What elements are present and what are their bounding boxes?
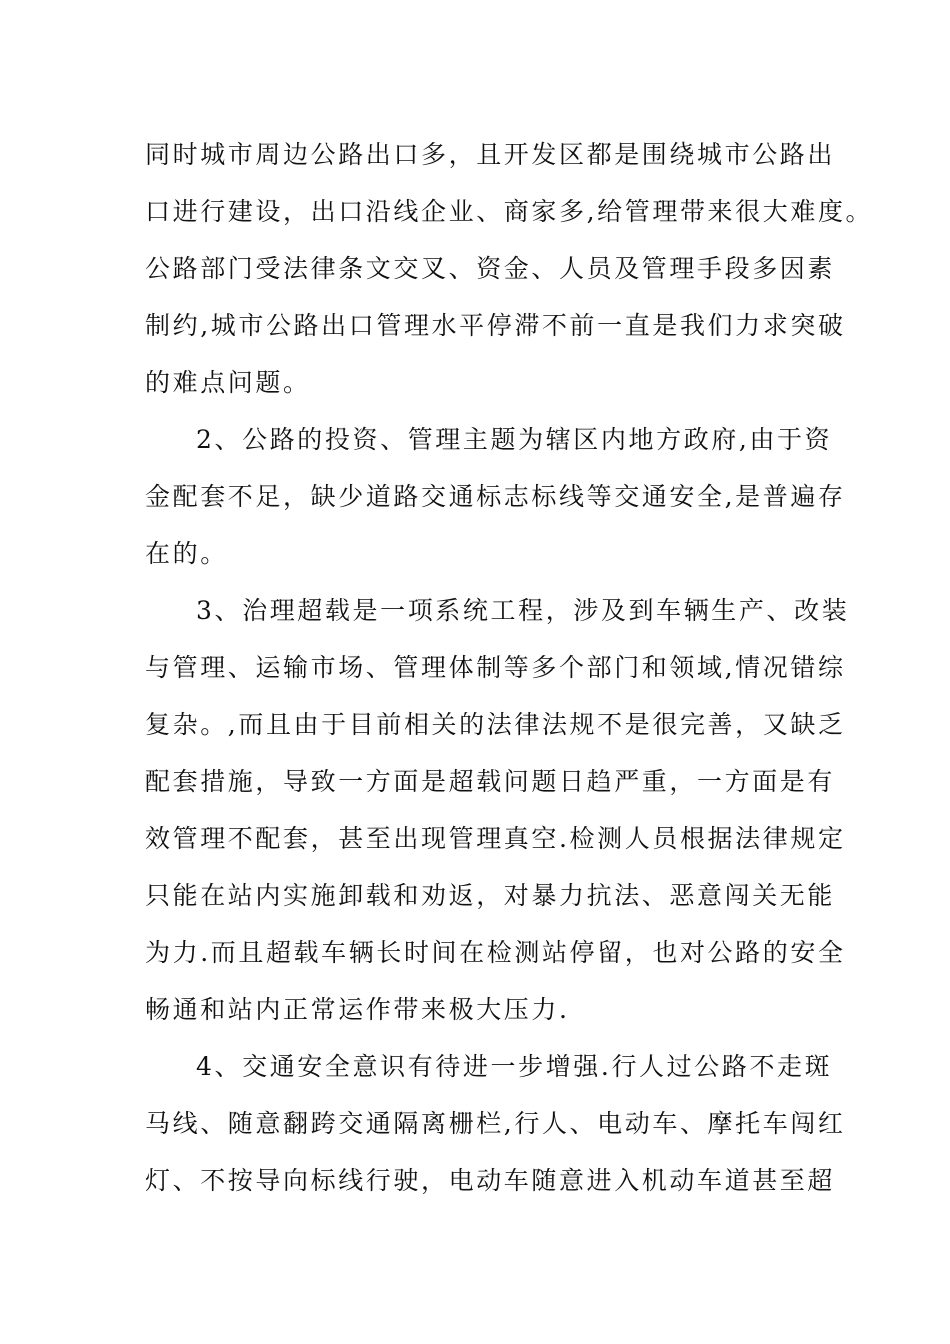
paragraph-4-first-line: 4、交通安全意识有待进一步增强.行人过公路不走斑 [196, 1052, 833, 1081]
text-line: 同时城市周边公路出口多，且开发区都是围绕城市公路出 [145, 140, 836, 169]
text-line: 公路部门受法律条文交叉、资金、人员及管理手段多因素 [145, 254, 836, 283]
paragraph-3-first-line: 3、治理超载是一项系统工程，涉及到车辆生产、改装 [196, 596, 850, 625]
text-line: 口进行建设，出口沿线企业、商家多,给管理带来很大难度。 [145, 197, 874, 226]
text-line: 只能在站内实施卸载和劝返，对暴力抗法、恶意闯关无能 [145, 881, 836, 910]
text-line: 效管理不配套，甚至出现管理真空.检测人员根据法律规定 [145, 824, 846, 853]
text-line: 金配套不足，缺少道路交通标志标线等交通安全,是普遍存 [145, 482, 846, 511]
text-line: 在的。 [145, 539, 228, 568]
text-line: 与管理、运输市场、管理体制等多个部门和领域,情况错综 [145, 653, 846, 682]
text-line: 马线、随意翻跨交通隔离栅栏,行人、电动车、摩托车闯红 [145, 1109, 846, 1138]
text-line: 为力.而且超载车辆长时间在检测站停留，也对公路的安全 [145, 938, 846, 967]
text-line: 制约,城市公路出口管理水平停滞不前一直是我们力求突破 [145, 311, 846, 340]
text-line: 畅通和站内正常运作带来极大压力. [145, 995, 570, 1024]
text-line: 复杂。,而且由于目前相关的法律法规不是很完善，又缺乏 [145, 710, 846, 739]
text-line: 灯、不按导向标线行驶，电动车随意进入机动车道甚至超 [145, 1166, 836, 1195]
text-line: 的难点问题。 [145, 368, 311, 397]
text-line: 配套措施，导致一方面是超载问题日趋严重，一方面是有 [145, 767, 836, 796]
paragraph-2-first-line: 2、公路的投资、管理主题为辖区内地方政府,由于资 [196, 425, 833, 454]
